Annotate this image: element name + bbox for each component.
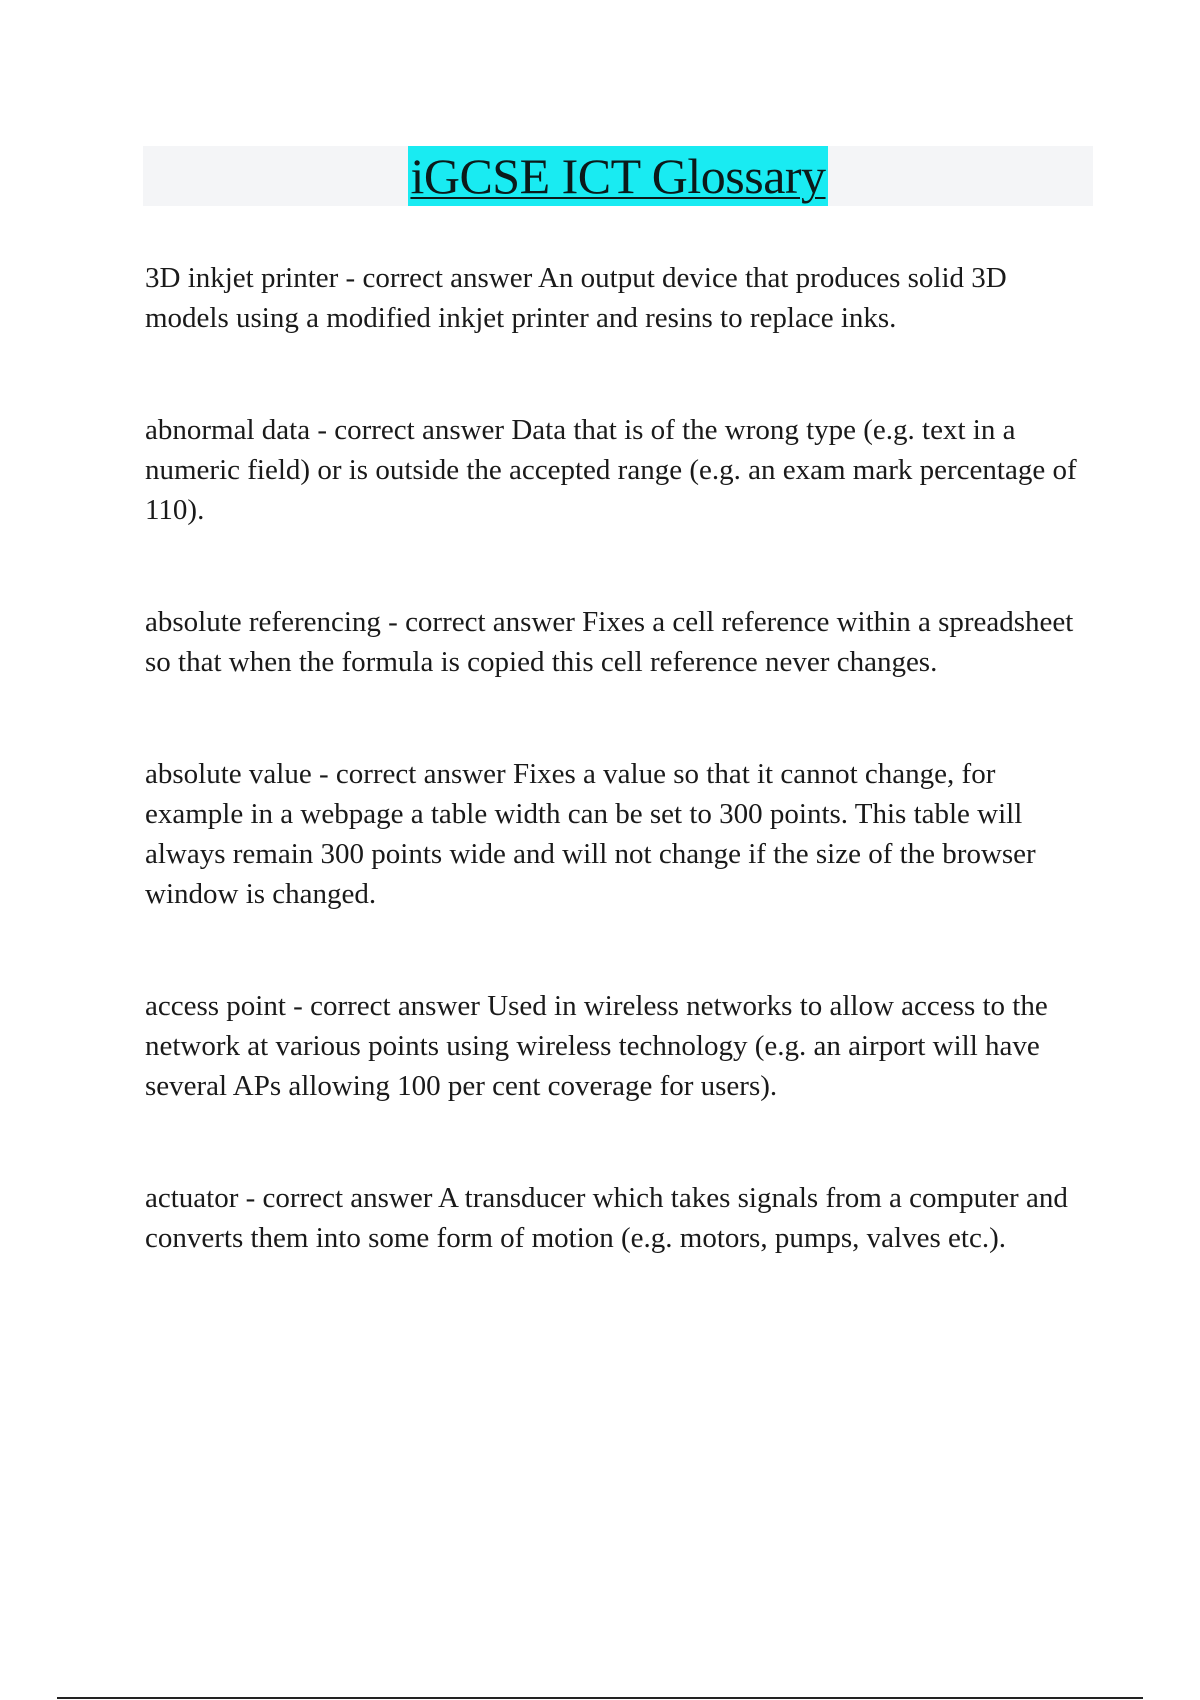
glossary-entry: absolute value - correct answer Fixes a value so that it cannot change, for example in a webpage a table width can be set to 300 points. This table will always remain 300 points wide and will not change if the size of the browser window is changed. xyxy=(145,758,1036,910)
glossary-entries xyxy=(145,258,1095,1258)
glossary-entry: abnormal data - correct answer Data that is of the wrong type (e.g. text in a numeric field) or is outside the accepted range (e.g. an exam mark percentage of 110). xyxy=(145,414,1077,526)
document-title: iGCSE ICT Glossary xyxy=(410,148,826,204)
glossary-entry: access point - correct answer Used in wireless networks to allow access to the network at various points using wireless technology (e.g. an airport will have several APs allowing 100 per cent coverage for users). xyxy=(145,990,1048,1102)
footer-divider xyxy=(57,1697,1143,1699)
glossary-entry: absolute referencing - correct answer Fixes a cell reference within a spreadsheet so that when the formula is copied this cell reference never changes. xyxy=(145,606,1074,678)
glossary-entry: 3D inkjet printer - correct answer An output device that produces solid 3D models using a modified inkjet printer and resins to replace inks. xyxy=(145,262,1007,334)
title-band xyxy=(143,146,1093,206)
glossary-entry: actuator - correct answer A transducer which takes signals from a computer and converts them into some form of motion (e.g. motors, pumps, valves etc.). xyxy=(145,1182,1068,1254)
